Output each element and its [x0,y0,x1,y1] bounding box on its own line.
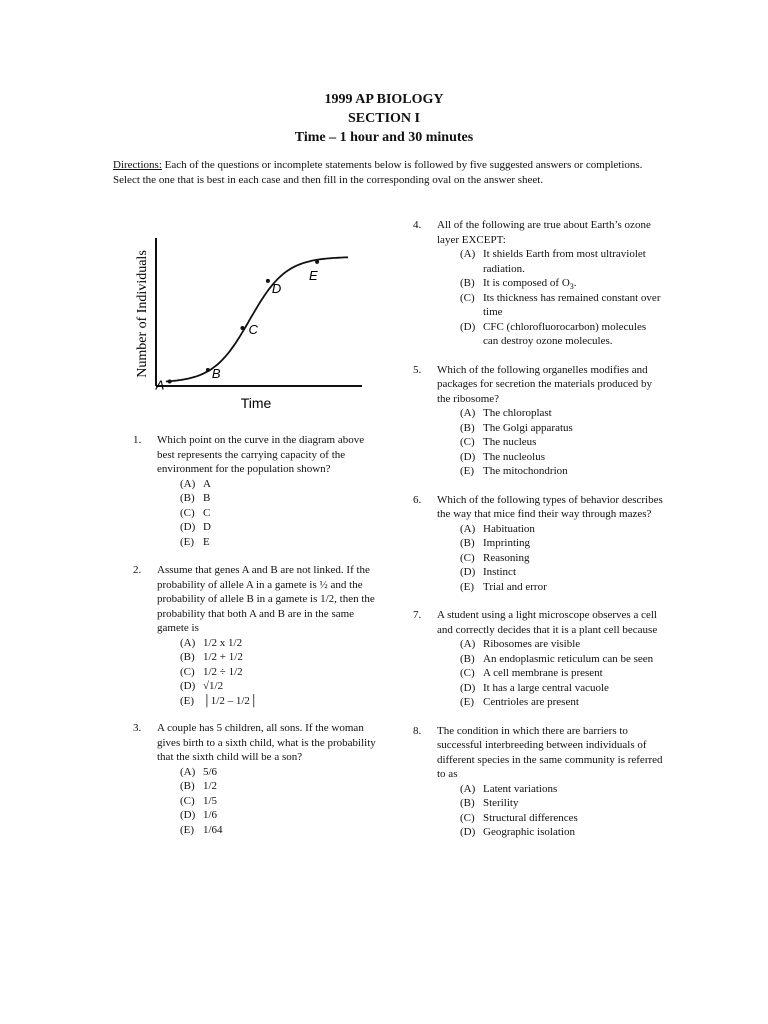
time-limit: Time – 1 hour and 30 minutes [294,130,474,145]
choice-e[interactable]: (E) The mitochondrion [460,465,568,477]
choice-e[interactable]: (E) E [180,535,210,548]
choice-a[interactable]: (A) Habituation [460,522,535,535]
y-axis-label: Number of Individuals [135,250,150,378]
point-b-label: B [211,366,221,381]
choice-c[interactable]: (C) A cell membrane is present [460,667,603,679]
growth-curve [166,257,348,381]
answer-choices [180,765,378,838]
choice-d[interactable]: (D) 1/6 [180,809,218,821]
page-header [0,90,768,147]
choice-c[interactable]: (C) Its thickness has remained constant over time [460,291,661,318]
directions [113,158,658,188]
choice-a[interactable]: (A) Latent variations [460,782,558,795]
question-stem: The condition in which there are barriers to successful interbreeding between individuals of different species in the same community is referred to as [437,724,663,780]
choice-e[interactable]: (E) Centrioles are present [460,696,579,708]
question-number: 8. [413,724,422,737]
question-number: 1. [133,434,142,446]
choice-d[interactable]: (D) Instinct [460,566,516,578]
choice-b[interactable]: (B) The Golgi apparatus [460,421,573,434]
choice-d[interactable]: (D) CFC (chlorofluorocarbon) molecules can destroy ozone molecules. [460,320,647,347]
choice-d[interactable]: (D) Geographic isolation [460,826,575,838]
choice-d[interactable]: (D) D [180,521,211,533]
question-number: 5. [413,363,422,376]
section-title: SECTION I [348,111,420,126]
choice-c[interactable]: (C) 1/5 [180,794,218,807]
question-stem: Which point on the curve in the diagram above best represents the carrying capacity of the environment for the population shown? [157,434,365,475]
exam-title: 1999 AP BIOLOGY [324,92,444,107]
answer-choices [180,636,378,709]
point-a-label: A [155,377,165,393]
point-d-label: D [271,280,282,296]
choice-a[interactable]: (A) 1/2 x 1/2 [180,636,243,649]
answer-choices [460,522,663,595]
choice-e[interactable]: (E) │1/2 – 1/2│ [180,694,258,707]
choice-e[interactable]: (E) 1/64 [180,823,223,836]
choice-a[interactable]: (A) 5/6 [180,765,218,778]
question-stem: A student using a light microscope observes a cell and correctly decides that it is a plant cell because [437,609,658,636]
left-column [133,433,378,837]
question-6 [413,493,663,595]
question-number: 6. [413,493,422,506]
choice-d[interactable]: (D) It has a large central vacuole [460,681,609,694]
choice-c[interactable]: (C) C [180,506,211,519]
choice-b[interactable]: (B) 1/2 [180,780,218,792]
question-stem: Assume that genes A and B are not linked. If the probability of allele A in a gamete is ½ and the probability of allele B in a gamete is 1/2, then the probability that both A and B are in the same gamete is [157,564,375,634]
question-4 [413,218,663,349]
choice-a[interactable]: (A) The chloroplast [460,407,552,419]
choice-c[interactable]: (C) The nucleus [460,436,537,448]
directions-text: Each of the questions or incomplete statements below is followed by five suggested answers or completions. Select the one that is best in each case and then fill in the corresponding oval on the answer sheet. [113,159,643,186]
point-b-marker [206,368,210,372]
answer-choices [460,637,663,710]
choice-c[interactable]: (C) 1/2 ÷ 1/2 [180,665,243,678]
question-stem: Which of the following types of behavior describes the way that mice find their way through mazes? [437,493,663,520]
question-7 [413,608,663,710]
question-1 [133,433,378,549]
question-stem: All of the following are true about Earth’s ozone layer EXCEPT: [437,219,651,246]
question-number: 2. [133,564,142,576]
choice-b[interactable]: (B) An endoplasmic reticulum can be seen [460,652,654,665]
right-column [413,218,663,840]
x-axis-label: Time [240,395,272,411]
choice-b[interactable]: (B) B [180,492,211,504]
question-number: 3. [133,722,142,734]
choice-e[interactable]: (E) Trial and error [460,580,547,593]
point-e-label: E [309,267,318,283]
choice-b[interactable]: (B) Sterility [460,797,519,809]
choice-b[interactable]: (B) Imprinting [460,537,531,549]
choice-a[interactable]: (A) Ribosomes are visible [460,638,581,650]
point-c-marker [240,326,244,330]
choice-a[interactable]: (A) A [180,477,211,490]
point-e-marker [315,260,319,264]
directions-label: Directions: [113,159,162,171]
answer-choices [180,477,378,550]
point-d-marker [266,279,270,283]
question-stem: A couple has 5 children, all sons. If the woman gives birth to a sixth child, what is the probability that the sixth child will be a son? [157,722,376,763]
question-8 [413,724,663,840]
question-stem: Which of the following organelles modifies and packages for secretion the materials produced by the ribosome? [437,363,653,405]
choice-b[interactable]: (B) It is composed of $O_3$. [460,277,577,292]
question-number: 7. [413,609,422,621]
question-5 [413,363,663,479]
answer-choices [460,406,663,479]
population-growth-chart [126,230,366,420]
choice-c[interactable]: (C) Structural differences [460,811,578,824]
question-number: 4. [413,219,422,231]
answer-choices [460,782,663,840]
choice-c[interactable]: (C) Reasoning [460,551,530,564]
answer-choices [460,247,663,349]
choice-d[interactable]: (D) The nucleolus [460,450,546,463]
choice-b[interactable]: (B) 1/2 + 1/2 [180,651,243,663]
question-3 [133,721,378,837]
question-2 [133,563,378,708]
choice-d[interactable]: (D) √1/2 [180,680,224,692]
choice-a[interactable]: (A) It shields Earth from most ultraviolet radiation. [460,248,646,275]
point-a-marker [168,379,172,383]
point-c-label: C [248,322,258,337]
chart-points [155,260,319,393]
